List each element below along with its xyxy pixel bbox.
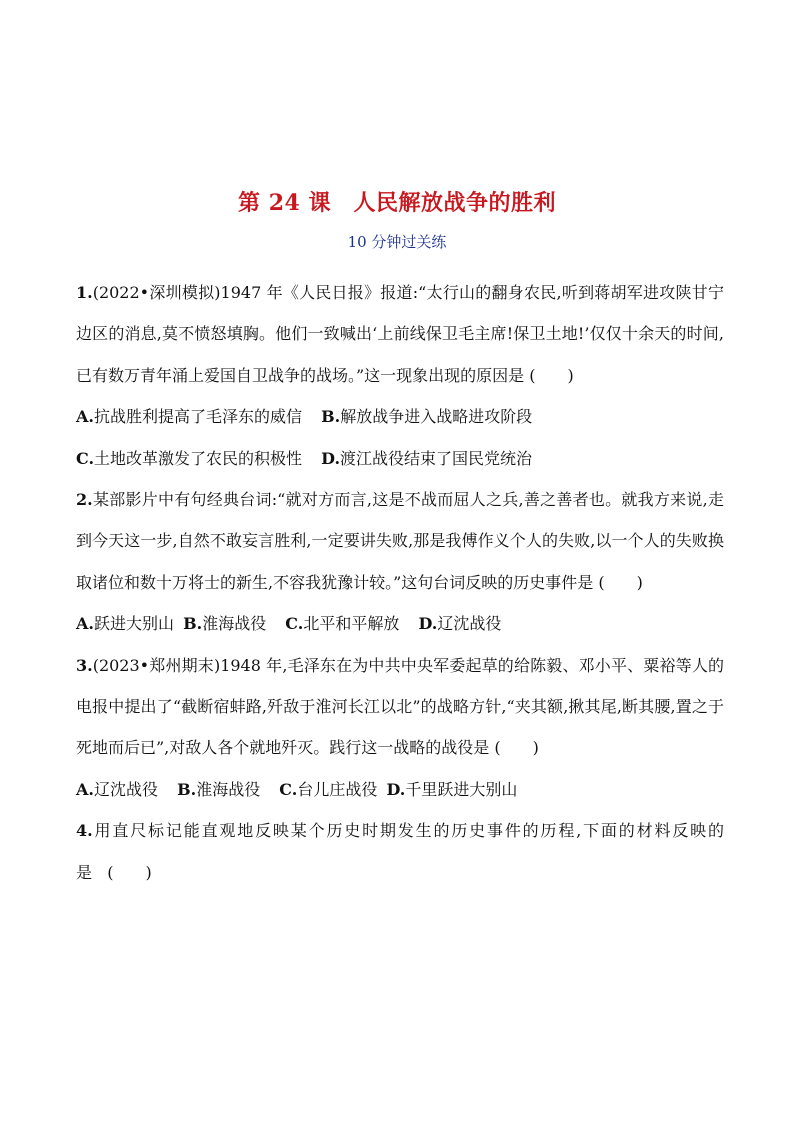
question-4 <box>76 810 724 893</box>
answer-blank: ( ) <box>494 738 539 758</box>
question-4-number: 4. <box>76 821 93 841</box>
question-3-options <box>76 769 724 810</box>
answer-blank: ( ) <box>529 365 574 385</box>
exercise-subtitle: 10 分钟过关练 <box>347 233 447 251</box>
question-3-number: 3. <box>76 655 93 675</box>
option-b: B.解放战争进入战略进攻阶段 <box>321 407 533 427</box>
answer-blank: ( ) <box>598 572 643 592</box>
option-a: A.辽沈战役 <box>76 779 158 799</box>
question-4-text: 用直尺标记能直观地反映某个历史时期发生的历史事件的历程,下面的材料反映的是 <box>76 821 724 882</box>
question-1 <box>76 272 724 479</box>
option-d: D.辽沈战役 <box>418 614 502 634</box>
option-a: A.抗战胜利提高了毛泽东的威信 <box>76 407 302 427</box>
question-2-stem <box>76 479 724 603</box>
question-4-stem <box>76 810 724 893</box>
question-2 <box>76 479 724 645</box>
option-b: B.淮海战役 <box>183 614 267 634</box>
question-1-stem <box>76 272 724 396</box>
lesson-title: 第 24 课 人民解放战争的胜利 <box>238 190 556 216</box>
option-a: A.跃进大别山 <box>76 614 174 634</box>
option-c: C.北平和平解放 <box>285 614 400 634</box>
question-list <box>76 272 724 893</box>
option-b: B.淮海战役 <box>177 779 261 799</box>
question-3-stem <box>76 645 724 769</box>
answer-blank: ( ) <box>107 862 152 882</box>
question-1-options <box>76 396 724 437</box>
option-c: C.台儿庄战役 <box>279 779 378 799</box>
question-2-options <box>76 603 724 644</box>
question-3 <box>76 645 724 811</box>
option-d: D.千里跃进大别山 <box>386 779 518 799</box>
option-c: C.土地改革激发了农民的积极性 <box>76 448 303 468</box>
question-2-text: 某部影片中有句经典台词:“就对方而言,这是不战而屈人之兵,善之善者也。就我方来说,走到今天这一步,自然不敢妄言胜利,一定要讲失败,那是我傅作义个人的失败,以一个人的失败换取诸位和数十万将士的新生,不容我犹豫计较。”这句台词反映的历史事件是 <box>76 490 724 592</box>
question-3-text: (2023•郑州期末)1948 年,毛泽东在为中共中央军委起草的给陈毅、邓小平、粟裕等人的电报中提出了“截断宿蚌路,歼敌于淮河长江以北”的战略方针,“夹其额,揪其尾,断其腰,置之于死地而后已”,对敌人各个就地歼灭。践行这一战略的战役是 <box>76 655 724 758</box>
question-1-number: 1. <box>76 283 93 302</box>
question-1-text: (2022•深圳模拟)1947 年《人民日报》报道:“太行山的翻身农民,听到蒋胡军进攻陕甘宁边区的消息,莫不愤怒填胸。他们一致喊出‘上前线保卫毛主席!保卫土地!’仅仅十余天的时间,已有数万青年涌上爱国自卫战争的战场。”这一现象出现的原因是 <box>76 283 724 385</box>
question-1-options-row-2 <box>76 438 724 479</box>
option-d: D.渡江战役结束了国民党统治 <box>321 448 533 468</box>
question-2-number: 2. <box>76 490 93 510</box>
